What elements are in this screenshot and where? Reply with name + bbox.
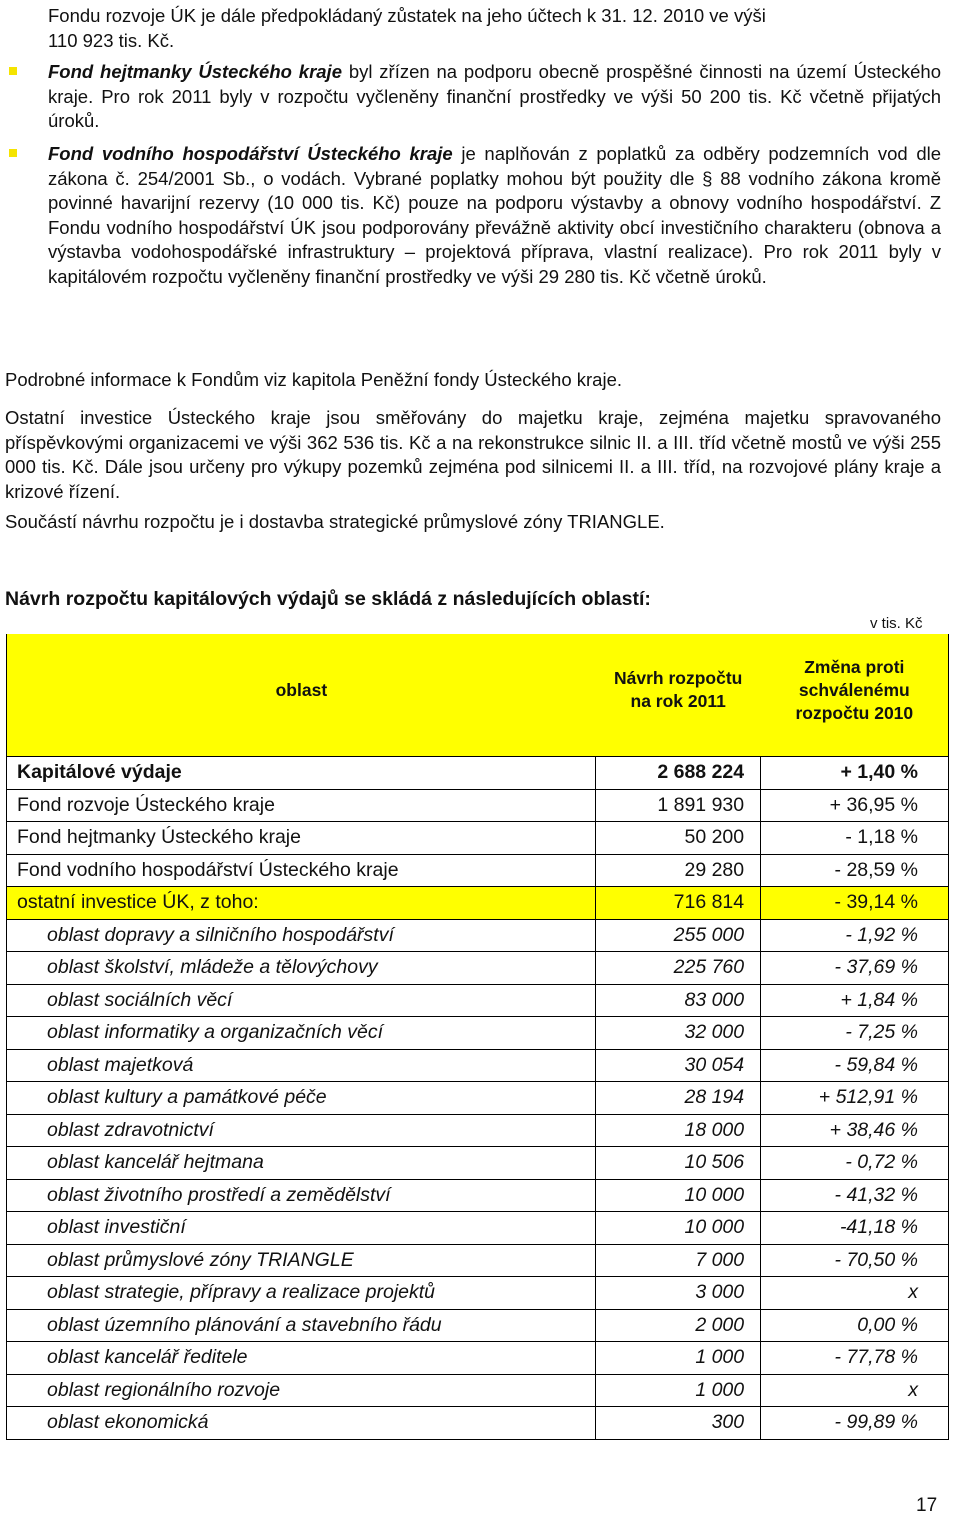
row-change-value: + 1,84 % xyxy=(761,984,949,1017)
row-label: oblast informatiky a organizačních věcí xyxy=(7,1017,596,1050)
header-change: Změna proti schválenému rozpočtu 2010 xyxy=(761,634,949,746)
row-label: oblast kancelář ředitele xyxy=(7,1342,596,1375)
row-label: oblast regionálního rozvoje xyxy=(7,1374,596,1407)
row-proposal-value: 10 000 xyxy=(596,1179,761,1212)
row-proposal-value: 50 200 xyxy=(596,822,761,855)
row-proposal-value: 1 000 xyxy=(596,1374,761,1407)
row-label: oblast strategie, přípravy a realizace projektů xyxy=(7,1277,596,1310)
table-row xyxy=(7,1342,949,1375)
table-row xyxy=(7,1212,949,1245)
row-label: Fond hejtmanky Ústeckého kraje xyxy=(7,822,596,855)
row-proposal-value: 30 054 xyxy=(596,1049,761,1082)
row-label: oblast investiční xyxy=(7,1212,596,1245)
bullet-hejtmanka xyxy=(48,60,941,134)
table-row xyxy=(7,1179,949,1212)
header-proposal: Návrh rozpočtu na rok 2011 xyxy=(596,634,761,746)
table-header-row xyxy=(7,634,949,746)
header-area: oblast xyxy=(7,634,596,746)
row-change-value: - 7,25 % xyxy=(761,1017,949,1050)
row-label: oblast školství, mládeže a tělovýchovy xyxy=(7,952,596,985)
bullet-square-icon xyxy=(9,149,17,157)
row-proposal-value: 18 000 xyxy=(596,1114,761,1147)
row-change-value: - 77,78 % xyxy=(761,1342,949,1375)
row-label: oblast dopravy a silničního hospodářství xyxy=(7,919,596,952)
intro-paragraph xyxy=(48,4,941,53)
row-proposal-value: 32 000 xyxy=(596,1017,761,1050)
row-proposal-value: 7 000 xyxy=(596,1244,761,1277)
table-row xyxy=(7,822,949,855)
table-row xyxy=(7,1277,949,1310)
other-investments-text: Ostatní investice Ústeckého kraje jsou směřovány do majetku kraje, zejména majetku spravovaného příspěvkovými organizacemi ve výši 362 536 tis. Kč a na rekonstrukce silnic II. a III. tříd včetně mostů ve výši 255 000 tis. Kč. Dále jsou určeny pro výkupy pozemků zejména pod silnicemi II. a III. tříd, na rozvojové plány kraje a krizové řízení. xyxy=(5,407,941,502)
table-row xyxy=(7,919,949,952)
row-proposal-value: 83 000 xyxy=(596,984,761,1017)
row-change-value: x xyxy=(761,1374,949,1407)
row-change-value: - 37,69 % xyxy=(761,952,949,985)
table-row xyxy=(7,1309,949,1342)
row-label: Kapitálové výdaje xyxy=(7,757,596,790)
row-label: ostatní investice ÚK, z toho: xyxy=(7,887,596,920)
row-change-value: - 28,59 % xyxy=(761,854,949,887)
section-title: Návrh rozpočtu kapitálových výdajů se skládá z následujících oblastí: xyxy=(5,588,651,610)
table-row xyxy=(7,1114,949,1147)
row-change-value: - 1,92 % xyxy=(761,919,949,952)
row-change-value: - 1,18 % xyxy=(761,822,949,855)
page-number: 17 xyxy=(916,1495,938,1516)
table-row xyxy=(7,887,949,920)
row-proposal-value: 300 xyxy=(596,1407,761,1440)
table-row xyxy=(7,854,949,887)
triangle-note-text: Součástí návrhu rozpočtu je i dostavba strategické průmyslové zóny TRIANGLE. xyxy=(5,511,665,532)
bullet-square-icon xyxy=(9,67,17,75)
bullet-vodni xyxy=(48,142,941,289)
row-label: Fond vodního hospodářství Ústeckého kraje xyxy=(7,854,596,887)
row-proposal-value: 10 000 xyxy=(596,1212,761,1245)
row-change-value: x xyxy=(761,1277,949,1310)
row-label: oblast sociálních věcí xyxy=(7,984,596,1017)
bullet-vodni-lead: Fond vodního hospodářství Ústeckého kraje xyxy=(48,143,453,164)
table-row xyxy=(7,1407,949,1440)
row-change-value: - 41,32 % xyxy=(761,1179,949,1212)
row-proposal-value: 1 891 930 xyxy=(596,789,761,822)
intro-line-2: 110 923 tis. Kč. xyxy=(48,29,175,51)
row-proposal-value: 255 000 xyxy=(596,919,761,952)
row-proposal-value: 10 506 xyxy=(596,1147,761,1180)
row-proposal-value: 2 000 xyxy=(596,1309,761,1342)
row-change-value: - 70,50 % xyxy=(761,1244,949,1277)
intro-line-1: Fondu rozvoje ÚK je dále předpokládaný zůstatek na jeho účtech k 31. 12. 2010 ve výši xyxy=(48,5,766,26)
row-label: Fond rozvoje Ústeckého kraje xyxy=(7,789,596,822)
row-label: oblast průmyslové zóny TRIANGLE xyxy=(7,1244,596,1277)
row-label: oblast ekonomická xyxy=(7,1407,596,1440)
row-proposal-value: 29 280 xyxy=(596,854,761,887)
bullet-vodni-text: je naplňován z poplatků za odběry podzemních vod dle zákona č. 254/2001 Sb., o vodách. Vybrané poplatky mohou být použity dle § 88 vodního zákona kromě povinné havarijní rezervy (10 000 tis. Kč) pouze na podporu výstavby a obnovy vodního hospodářství. Z Fondu vodního hospodářství ÚK jsou podporovány převážně aktivity obcí investičního charakteru (obnova a výstavba vodohospodářské infrastruktury – projektová příprava, vlastní realizace). Pro rok 2011 byly v kapitálovém rozpočtu vyčleněny finanční prostředky ve výši 29 280 tis. Kč včetně úroků. xyxy=(48,143,942,287)
row-change-value: - 59,84 % xyxy=(761,1049,949,1082)
row-label: oblast životního prostředí a zemědělství xyxy=(7,1179,596,1212)
triangle-note xyxy=(5,510,941,535)
row-change-value: - 0,72 % xyxy=(761,1147,949,1180)
row-proposal-value: 225 760 xyxy=(596,952,761,985)
row-change-value: 0,00 % xyxy=(761,1309,949,1342)
row-label: oblast kancelář hejtmana xyxy=(7,1147,596,1180)
detail-note xyxy=(5,368,941,393)
other-investments-paragraph xyxy=(5,406,941,504)
row-proposal-value: 28 194 xyxy=(596,1082,761,1115)
table-row xyxy=(7,1147,949,1180)
row-proposal-value: 3 000 xyxy=(596,1277,761,1310)
row-proposal-value: 2 688 224 xyxy=(596,757,761,790)
row-change-value: + 1,40 % xyxy=(761,757,949,790)
row-change-value: - 99,89 % xyxy=(761,1407,949,1440)
table-row xyxy=(7,1049,949,1082)
row-label: oblast zdravotnictví xyxy=(7,1114,596,1147)
detail-note-text: Podrobné informace k Fondům viz kapitola Peněžní fondy Ústeckého kraje. xyxy=(5,369,622,390)
budget-table xyxy=(6,634,949,1440)
bullet-hejtmanka-lead: Fond hejtmanky Ústeckého kraje xyxy=(48,61,342,82)
row-proposal-value: 1 000 xyxy=(596,1342,761,1375)
table-row xyxy=(7,1017,949,1050)
row-change-value: + 38,46 % xyxy=(761,1114,949,1147)
row-label: oblast kultury a památkové péče xyxy=(7,1082,596,1115)
table-row xyxy=(7,1374,949,1407)
row-change-value: - 39,14 % xyxy=(761,887,949,920)
table-row xyxy=(7,952,949,985)
bullet-hejtmanka-text: byl zřízen na podporu obecně prospěšné činnosti na území Ústeckého kraje. Pro rok 2011 byly v rozpočtu vyčleněny finanční prostředky ve výši 50 200 tis. Kč včetně přijatých úroků. xyxy=(48,61,941,131)
row-change-value: -41,18 % xyxy=(761,1212,949,1245)
table-row xyxy=(7,1082,949,1115)
table-row xyxy=(7,1244,949,1277)
row-label: oblast územního plánování a stavebního řádu xyxy=(7,1309,596,1342)
table-body xyxy=(7,757,949,1440)
row-label: oblast majetková xyxy=(7,1049,596,1082)
row-change-value: + 36,95 % xyxy=(761,789,949,822)
table-row xyxy=(7,789,949,822)
row-change-value: + 512,91 % xyxy=(761,1082,949,1115)
row-proposal-value: 716 814 xyxy=(596,887,761,920)
table-row xyxy=(7,757,949,790)
table-row xyxy=(7,984,949,1017)
unit-label: v tis. Kč xyxy=(870,615,923,632)
